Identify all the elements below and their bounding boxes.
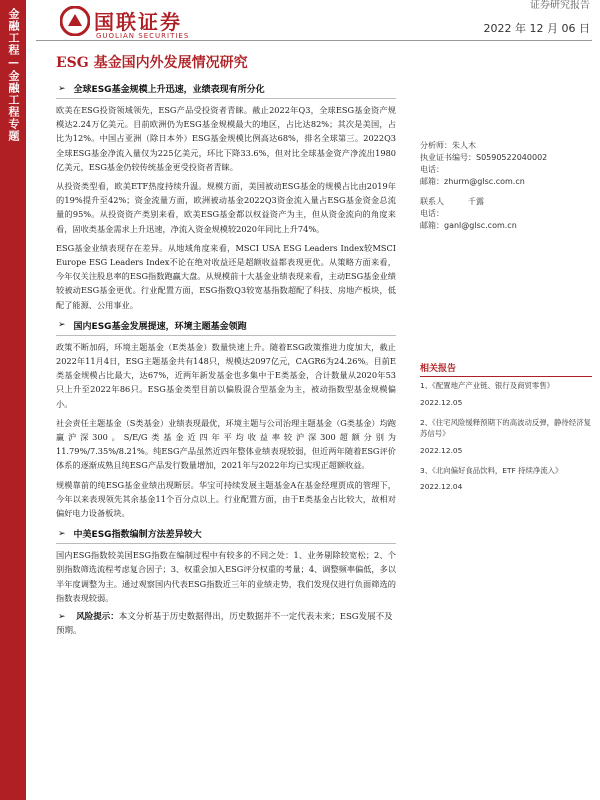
related-report-date: 2022.12.05 xyxy=(420,397,463,407)
related-report-date: 2022.12.05 xyxy=(420,445,463,455)
contact-phone: 电话： xyxy=(420,209,444,218)
paragraph: ESG基金业绩表现存在差异。从地域角度来看，MSCI USA ESG Leaders Index较MSCI Europe ESG Leaders Index不论在绝对收益还是超额收益都表现更优。从策略方面来看，今年仅关注股息率的ESG指数跑赢大盘。从规模前十大基金业绩表现来看，主动ESG基金业绩较被动ESG基金更优。行业配置方面，ESG指数Q3较宽基指数超配了科技、房地产板块，低配了能源、公用事业。 xyxy=(56,242,396,310)
section-heading xyxy=(56,525,396,544)
paragraph: 政策不断加码，环境主题基金（E类基金）数量快速上升。随着ESG政策推进力度加大，截止2022年11月4日，ESG主题基金共有148只，规模达2097亿元，CAGR6为24.26%。目前E类基金规模占比最大，达67%，近两年新发基金也多集中于E类基金，合计数量从2020年53只上升至2022年86只。ESG基金类型目前以偏股混合型基金为主，被动指数型基金规模偏小。 xyxy=(56,341,396,409)
contact-name: 联系人 千露 xyxy=(420,197,484,206)
paragraph: 从投资类型看，欧美ETF热度持续升温。规模方面，美国被动ESG基金的规模占比由2019年的19%提升至42%；资金流量方面，欧洲被动基金2022Q3资金流入量占ESG基金资金总流量的95%。从投资资产类别来看，欧美ESG基金都以权益资产为主，但从资金流向的角度来看，固收类基金需求上升迅速，净流入资金规模较2020年同比上升74%。 xyxy=(56,181,396,234)
arrow-icon: ➢ xyxy=(58,612,66,623)
arrow-icon: ➢ xyxy=(58,320,66,331)
section-heading-text: 国内ESG基金发展提速，环境主题基金领跑 xyxy=(73,321,247,332)
risk-warning xyxy=(56,610,396,638)
related-report-title[interactable]: 1、《配置地产产业链、银行及商贸零售》 xyxy=(420,381,555,390)
analyst-name: 分析师：朱人木 xyxy=(420,141,476,150)
side-band-text: 金融工程—金融工程专题 xyxy=(7,8,20,142)
brand-mark-icon xyxy=(60,6,90,36)
section-heading-text: 中美ESG指数编制方法差异较大 xyxy=(73,530,202,541)
related-reports-list xyxy=(420,380,592,501)
brand-sub: GUOLIAN SECURITIES xyxy=(96,32,190,40)
risk-label: 风险提示： xyxy=(76,612,119,623)
paragraph: 社会责任主题基金（S类基金）业绩表现最优，环境主题与公司治理主题基金（G类基金）均跑赢沪深300。S/E/G类基金近四年平均收益率较沪深300超额分别为11.79%/7.35%/8.21%。纯ESG产品虽然近四年整体业绩表现较弱，但近两年随着ESG评价体系的逐渐成熟且纯ESG产品发行数量增加，2021年与2022年均已实现正超额收益。 xyxy=(56,417,396,471)
report-date: 2022 年 12 月 06 日 xyxy=(483,22,590,35)
report-title: ESG 基金国内外发展情况研究 xyxy=(56,55,248,71)
arrow-icon: ➢ xyxy=(58,83,66,94)
related-report-date: 2022.12.04 xyxy=(420,482,463,491)
paragraph: 欧美在ESG投资领域领先，ESG产品受投资者青睐。截止2022年Q3，全球ESG基金资产规模达2.24万亿美元。目前欧洲仍为ESG基金规模最大的地区，占比达82%；其次是美国，占比为12%。中国占亚洲（除日本外）ESG基金规模比例高达68%，排名全球第三。2022Q3全球ESG基金净流入量仅为225亿美元，环比下降33.6%，但对比全球基金资产净流出1980亿美元，ESG基金仍较传统基金更受投资者青睐。 xyxy=(56,105,396,172)
related-report-title[interactable]: 2、《住宅风险缓释预期下的高波动反弹，静待经济复苏信号》 xyxy=(420,417,591,438)
risk-text: 本文分析基于历史数据得出，历史数据并不一定代表未来；ESG发展不及预期。 xyxy=(56,612,393,637)
arrow-icon: ➢ xyxy=(58,528,66,539)
analyst-phone: 电话： xyxy=(420,165,444,174)
analyst-email[interactable]: 邮箱：zhurm@glsc.com.cn xyxy=(420,177,525,186)
header-divider xyxy=(36,40,592,41)
section-heading xyxy=(56,80,396,99)
section-heading xyxy=(56,317,396,336)
section-heading-text: 全球ESG基金规模上升迅速，业绩表现有所分化 xyxy=(73,85,265,95)
related-report-title[interactable]: 3、《北向偏好食品饮料，ETF 持续净流入》 xyxy=(420,465,563,475)
brand-name: 国联证券 xyxy=(94,10,182,34)
paragraph: 国内ESG指数较美国ESG指数在编制过程中有较多的不同之处：1、业务剔除较宽松；2、个别指数筛选流程考虑复合因子；3、权重会加入ESG评分权重的考量；4、调整频率偏低，多以半年度调整为主。通过观察国内代表ESG指数近三年的业绩走势，我们发现仅进行负面筛选的指数表现较弱。 xyxy=(56,550,396,603)
report-type: 证券研究报告 xyxy=(530,0,590,11)
analyst-cert: 执业证书编号：S0590522040002 xyxy=(420,153,548,162)
brand-logo xyxy=(60,4,230,44)
related-reports-heading: 相关报告 xyxy=(420,361,592,377)
analyst-info xyxy=(420,140,592,232)
main-content xyxy=(56,80,396,638)
contact-email[interactable]: 邮箱：ganl@glsc.com.cn xyxy=(420,221,517,230)
side-band xyxy=(0,0,26,800)
paragraph: 规模靠前的纯ESG基金业绩出现断层。华宝可持续发展主题基金A在基金经理贾成的管理下，今年以来表现领先其余基金11个百分点以上。行业配置方面，由于E类基金占比较大，故相对偏好电力设备板块。 xyxy=(56,479,396,519)
